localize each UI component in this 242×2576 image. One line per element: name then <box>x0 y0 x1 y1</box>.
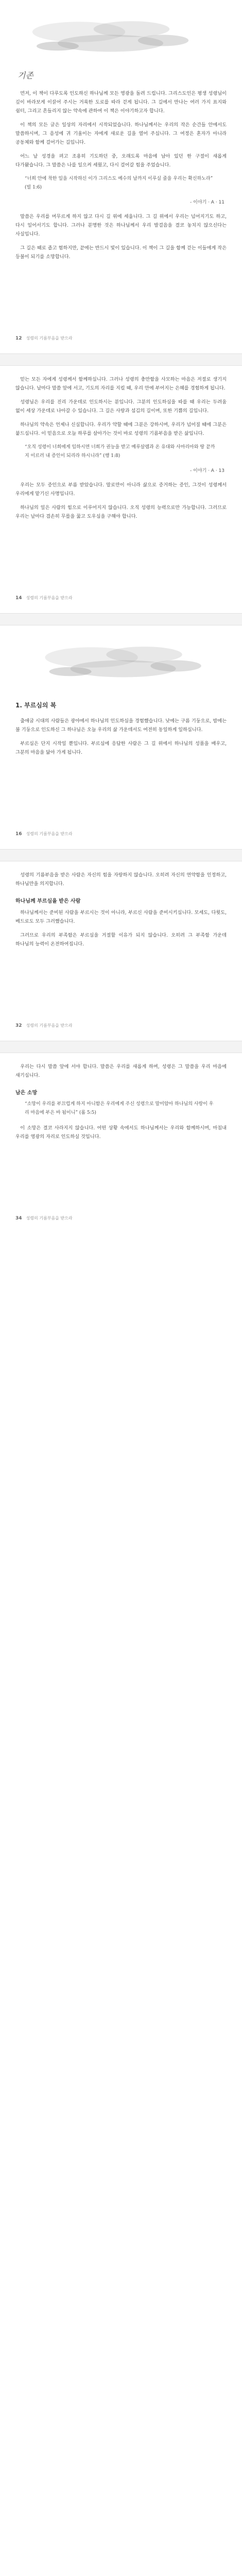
document <box>0 0 242 1233</box>
page-whitespace <box>15 762 227 824</box>
page-whitespace <box>15 526 227 588</box>
page-separator <box>0 613 242 625</box>
page-separator <box>0 1041 242 1053</box>
page-number: 16 <box>15 831 22 837</box>
body-paragraph: 성령님은 우리를 진리 가운데로 인도하시는 분입니다. 그분의 인도하심을 따를 때 우리는 두려움 없이 세상 가운데로 나아갈 수 있습니다. 그 길은 사랑과 섬김의 길이며, 또한 기쁨의 길입니다. <box>15 399 227 414</box>
running-footer-title: 성령의 기름부음을 받으라 <box>26 1023 73 1028</box>
body-paragraph: 말씀은 우리를 머무르게 하지 않고 다시 길 위에 세웁니다. 그 길 위에서 우리는 넘어지기도 하고, 다시 일어서기도 합니다. 그러나 분명한 것은 하나님께서 우리 발걸음을 결코 놓치지 않으신다는 사실입니다. <box>15 214 227 237</box>
scripture-quote: “소망이 우리를 부끄럽게 하지 아니함은 우리에게 주신 성령으로 말미암아 하나님의 사랑이 우리 마음에 부은 바 됨이니” (롬 5:5) <box>25 1101 214 1115</box>
body-paragraph: 우리는 다시 말씀 앞에 서야 합니다. 말씀은 우리를 새롭게 하며, 성령은 그 말씀을 우리 마음에 새기십니다. <box>15 1064 227 1078</box>
body-paragraph: 하나님의 일은 사람의 힘으로 이루어지지 않습니다. 오직 성령의 능력으로만 가능합니다. 그러므로 우리는 날마다 겸손히 무릎을 꿇고 도우심을 구해야 합니다. <box>15 505 227 519</box>
section-heading: 1. 부르심의 복 <box>15 702 57 709</box>
page-footer <box>15 595 227 601</box>
page-1 <box>0 0 242 353</box>
page-4 <box>0 861 242 1041</box>
page-footer <box>15 1023 227 1028</box>
sub-heading: 남은 소망 <box>15 1090 38 1096</box>
sub-heading: 하나님께 부르심을 받은 사람 <box>15 899 81 904</box>
body-paragraph: 먼저, 이 책이 다루도록 인도하신 하나님께 모든 영광을 돌려 드립니다. 그리스도인은 평생 성령님이 깊이 바라보게 이끌어 주시는 거룩한 도로를 따라 걷게 됩니다. 그 길에서 만나는 여러 가지 표지와 쉼터, 그리고 흔들리지 않는 약속에 관하여 이 책은 이야기하고자 합니다. <box>15 91 227 114</box>
body-paragraph: 우리는 모두 증인으로 부름 받았습니다. 말로만이 아니라 삶으로 증거하는 증인, 그것이 성령께서 우리에게 맡기신 사명입니다. <box>15 482 227 497</box>
page-5 <box>0 1053 242 1233</box>
body-paragraph: 출애굽 시대의 사람들은 광야에서 하나님의 인도하심을 경험했습니다. 낮에는 구름 기둥으로, 밤에는 불 기둥으로 인도하신 그 하나님은 오늘 우리의 삶 가운데서도 여전히 동일하게 일하십니다. <box>15 718 227 733</box>
page-footer <box>15 1215 227 1221</box>
running-footer-title: 성령의 기름부음을 받으라 <box>26 596 73 600</box>
ink-wash-illustration <box>15 9 227 66</box>
ink-blot <box>94 21 170 37</box>
body-paragraph: 하나님께서는 준비된 사람을 부르시는 것이 아니라, 부르신 사람을 준비시키십니다. 모세도, 다윗도, 베드로도 모두 그러했습니다. <box>15 910 227 924</box>
running-footer-title: 성령의 기름부음을 받으라 <box>26 1216 73 1221</box>
body-paragraph: 믿는 모든 자에게 성령께서 함께하십니다. 그러나 성령의 충만함을 사모하는 마음은 저절로 생기지 않습니다. 날마다 말씀 앞에 서고, 기도의 자리를 지킬 때, 우리 안에 부어지는 은혜를 경험하게 됩니다. <box>15 377 227 391</box>
citation: - 이야기 · A · 11 <box>190 200 224 205</box>
page-number: 34 <box>15 1215 22 1221</box>
ink-blot <box>49 667 92 676</box>
ink-blot <box>106 647 182 663</box>
scripture-quote: “오직 성령이 너희에게 임하시면 너희가 권능을 받고 예루살렘과 온 유대와 사마리아와 땅 끝까지 이르러 내 증인이 되리라 하시니라” (행 1:8) <box>25 445 215 459</box>
body-paragraph: 그러므로 우리의 부족함은 부르심을 거절할 이유가 되지 않습니다. 오히려 그 부족함 가운데 하나님의 능력이 온전하여집니다. <box>15 933 227 947</box>
page-footer <box>15 335 227 341</box>
page-separator <box>0 353 242 366</box>
running-footer-title: 성령의 기름부음을 받으라 <box>26 832 73 836</box>
page-whitespace <box>15 266 227 328</box>
ink-wash-illustration <box>15 635 227 691</box>
page-3 <box>0 625 242 849</box>
page-number: 32 <box>15 1023 22 1028</box>
body-paragraph: 이 책의 모든 글은 일상의 자리에서 시작되었습니다. 하나님께서는 우리의 작은 순간들 안에서도 말씀하시며, 그 음성에 귀 기울이는 자에게 새로운 길을 열어 주십니다. 그 여정은 혼자가 아니라 공동체와 함께 걸어가는 길입니다. <box>15 122 227 145</box>
body-paragraph: 부르심은 단지 시작일 뿐입니다. 부르심에 응답한 사람은 그 길 위에서 하나님의 성품을 배우고, 그분의 마음을 닮아 가게 됩니다. <box>15 741 227 755</box>
page-whitespace <box>15 954 227 1015</box>
ink-blot <box>150 660 201 672</box>
scripture-quote: “너희 안에 착한 일을 시작하신 이가 그리스도 예수의 날까지 이루실 줄을 우리는 확신하노라” (빌 1:6) <box>25 176 213 190</box>
page-separator <box>0 849 242 861</box>
body-paragraph: 성령의 기름부음을 받은 사람은 자신의 힘을 자랑하지 않습니다. 오히려 자신의 연약함을 인정하고, 하나님만을 의지합니다. <box>15 872 227 887</box>
page-footer <box>15 831 227 837</box>
chapter-heading: 기존 <box>18 71 33 80</box>
page-2 <box>0 366 242 613</box>
running-footer-title: 성령의 기름부음을 받으라 <box>26 336 73 341</box>
body-paragraph: 하나님의 약속은 언제나 신실합니다. 우리가 약할 때에 그분은 강하시며, 우리가 넘어질 때에 그분은 붙드십니다. 이 믿음으로 오늘 하루를 살아가는 것이 바로 성령의 기름부음을 받은 삶입니다. <box>15 422 227 436</box>
page-number: 12 <box>15 335 22 341</box>
body-paragraph: 이 소망은 결코 사라지지 않습니다. 어떤 상황 속에서도 하나님께서는 우리와 함께하시며, 마침내 우리를 영광의 자리로 인도하실 것입니다. <box>15 1125 227 1140</box>
page-whitespace <box>15 1146 227 1208</box>
page-number: 14 <box>15 595 22 601</box>
citation: - 이야기 · A · 13 <box>190 468 224 473</box>
ink-blot <box>37 42 79 51</box>
ink-blot <box>138 35 188 46</box>
body-paragraph: 어느 날 성경을 펴고 조용히 기도하던 중, 오래도록 마음에 남아 있던 한 구절이 새롭게 다가왔습니다. 그 말씀은 나를 일으켜 세웠고, 다시 걸어갈 힘을 주었습니다. <box>15 154 227 168</box>
body-paragraph: 그 길은 때로 좁고 험하지만, 끝에는 반드시 빛이 있습니다. 이 책이 그 길을 함께 걷는 이들에게 작은 등불이 되기를 소망합니다. <box>15 245 227 260</box>
